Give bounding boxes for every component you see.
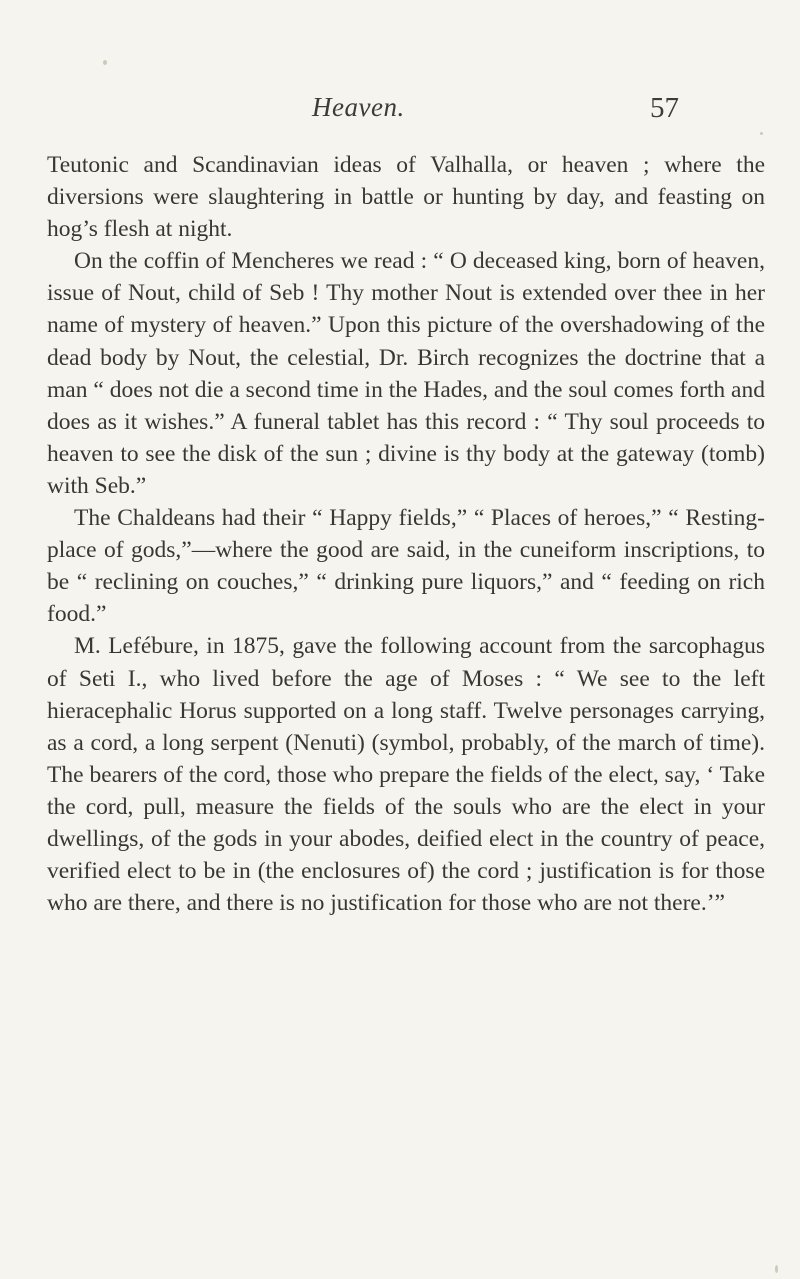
paragraph-valhalla: Teutonic and Scandinavian ideas of Valhalla, or heaven ; where the diversions were slaughtering in battle or hunting by day, and feasting on hog’s flesh at night.	[47, 152, 765, 243]
page-number: 57	[650, 92, 679, 124]
running-head	[0, 92, 800, 132]
running-head-title: Heaven.	[312, 92, 405, 122]
paragraph-mencheres-coffin: On the coffin of Mencheres we read : “ O deceased king, born of heaven, issue of Nout, child of Seb ! Thy mother Nout is extended over thee in her name of mystery of heaven.” Upon this picture of the overshadowing of the dead body by Nout, the celestial, Dr. Birch recognizes the doctrine that a man “ does not die a second time in the Hades, and the soul comes forth and does as it wishes.” A funeral tablet has this record : “ Thy soul proceeds to heaven to see the disk of the sun ; divine is thy body at the gateway (tomb) with Seb.”	[47, 248, 765, 499]
body-text	[47, 149, 765, 919]
paper-speck	[775, 1265, 778, 1273]
paragraph-lefebure-sarcophagus: M. Lefébure, in 1875, gave the following account from the sarcophagus of Seti I., who lived before the age of Moses : “ We see to the left hieracephalic Horus supported on a long staff. Twelve personages carrying, as a cord, a long serpent (Nenuti) (symbol, probably, of the march of time). The bearers of the cord, those who prepare the fields of the elect, say, ‘ Take the cord, pull, measure the fields of the souls who are the elect in your dwellings, of the gods in your abodes, deified elect in the country of peace, verified elect to be in (the enclosures of) the cord ; justification is for those who are there, and there is no justification for those who are not there.’”	[47, 633, 765, 917]
paper-speck	[760, 132, 763, 135]
paragraph-chaldeans: The Chaldeans had their “ Happy fields,” “ Places of heroes,” “ Resting-place of gods,”—where the good are said, in the cuneiform inscriptions, to be “ reclining on couches,” “ drinking pure liquors,” and “ feeding on rich food.”	[47, 505, 765, 628]
paper-speck	[103, 60, 107, 65]
